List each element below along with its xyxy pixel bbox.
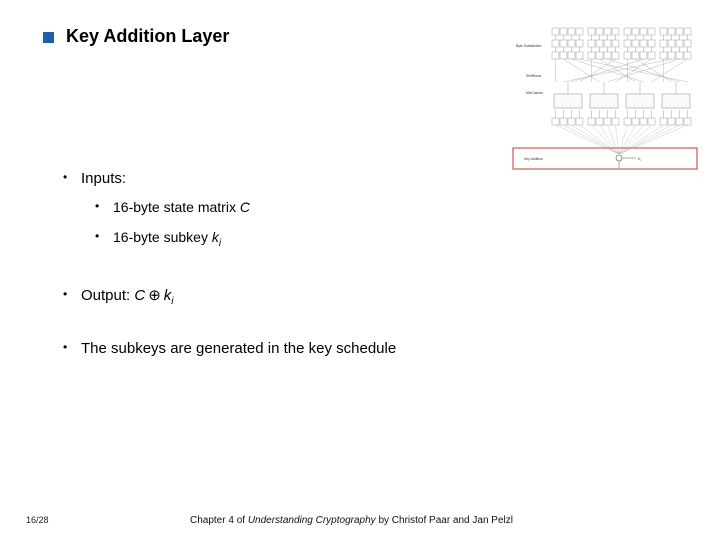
shiftrows-line: [580, 59, 616, 82]
output-byte-box: [660, 118, 667, 125]
input-byte-box: [612, 28, 619, 35]
output-byte-box: [684, 118, 691, 125]
output-byte-box: [676, 118, 683, 125]
bullet-dot-icon: •: [63, 287, 68, 301]
key-addition-line: [556, 125, 620, 154]
output-byte-box: [560, 118, 567, 125]
output-byte-box: [640, 118, 647, 125]
output-byte-box: [596, 118, 603, 125]
key-addition-line: [619, 125, 664, 154]
sbox-output-box: [632, 52, 639, 59]
input-byte-box: [560, 28, 567, 35]
input-byte-box: [684, 28, 691, 35]
sbox: [640, 40, 647, 47]
key-addition-line: [619, 125, 652, 154]
sbox: [660, 40, 667, 47]
input-byte-box: [576, 28, 583, 35]
output-byte-box: [632, 118, 639, 125]
sbox: [560, 40, 567, 47]
sbox: [612, 40, 619, 47]
key-addition-line: [592, 125, 620, 154]
key-addition-line: [619, 125, 680, 154]
bullet-key-schedule: • The subkeys are generated in the key schedule: [63, 340, 397, 357]
output-byte-box: [576, 118, 583, 125]
input-byte-box: [632, 28, 639, 35]
sbox: [632, 40, 639, 47]
key-addition-line: [572, 125, 620, 154]
bullet-dot-icon: •: [63, 170, 68, 184]
sbox-output-box: [640, 52, 647, 59]
mixcolumn-box: [626, 94, 654, 108]
mixcolumn-box: [590, 94, 618, 108]
key-addition-line: [580, 125, 620, 154]
input-byte-box: [568, 28, 575, 35]
sbox-output-box: [660, 52, 667, 59]
shiftrows-line: [652, 59, 688, 82]
footer-citation: Chapter 4 of Understanding Cryptography by Christof Paar and Jan Pelzl: [190, 515, 513, 526]
sbox-output-box: [648, 52, 655, 59]
xor-symbol-icon: [616, 155, 622, 161]
sbox-output-box: [552, 52, 559, 59]
sbox: [668, 40, 675, 47]
output-byte-box: [624, 118, 631, 125]
slide-title: Key Addition Layer: [66, 26, 230, 46]
layer-label-mixcolumn: MixColumn: [526, 91, 543, 95]
output-byte-box: [568, 118, 575, 125]
page-number: 16/28: [26, 515, 49, 525]
sbox: [576, 40, 583, 47]
sbox: [588, 40, 595, 47]
shiftrows-line: [636, 59, 672, 82]
key-addition-line: [564, 125, 620, 154]
sbox: [568, 40, 575, 47]
sbox-output-box: [568, 52, 575, 59]
key-addition-line: [619, 125, 688, 154]
aes-round-diagram: [512, 20, 698, 170]
output-byte-box: [604, 118, 611, 125]
sbox-output-box: [624, 52, 631, 59]
bullet-dot-icon: •: [63, 340, 68, 354]
bullet-inputs: • Inputs:: [63, 170, 127, 187]
input-byte-box: [624, 28, 631, 35]
output-byte-box: [588, 118, 595, 125]
sbox: [648, 40, 655, 47]
bullet-state-matrix: • 16-byte state matrix C: [95, 199, 250, 215]
sbox: [604, 40, 611, 47]
sbox: [552, 40, 559, 47]
key-label: $k_i$: [638, 156, 641, 162]
layer-label-byte-substitution: Byte Substitution: [516, 44, 542, 48]
mixcolumn-box: [662, 94, 690, 108]
output-byte-box: [668, 118, 675, 125]
bullet-output: • Output: C ⊕ $k_i$: [63, 287, 174, 307]
output-byte-box: [552, 118, 559, 125]
input-byte-box: [604, 28, 611, 35]
output-byte-box: [612, 118, 619, 125]
sbox-output-box: [612, 52, 619, 59]
shiftrows-line: [564, 59, 600, 82]
sbox: [596, 40, 603, 47]
input-byte-box: [640, 28, 647, 35]
sbox: [684, 40, 691, 47]
key-addition-line: [619, 125, 644, 154]
layer-label-shiftrows: ShiftRows: [526, 74, 542, 78]
sbox: [676, 40, 683, 47]
input-byte-box: [552, 28, 559, 35]
shiftrows-line: [616, 59, 652, 82]
input-byte-box: [588, 28, 595, 35]
sbox-output-box: [588, 52, 595, 59]
key-addition-line: [619, 125, 672, 154]
input-byte-box: [596, 28, 603, 35]
key-addition-line: [619, 125, 636, 154]
title-bullet-icon: [43, 32, 54, 43]
sbox-output-box: [560, 52, 567, 59]
shiftrows-line: [564, 59, 672, 82]
sbox: [624, 40, 631, 47]
input-byte-box: [676, 28, 683, 35]
input-byte-box: [648, 28, 655, 35]
sbox-output-box: [676, 52, 683, 59]
sbox-output-box: [576, 52, 583, 59]
sbox-output-box: [596, 52, 603, 59]
bullet-dot-icon: •: [95, 199, 100, 213]
input-byte-box: [660, 28, 667, 35]
mixcolumn-box: [554, 94, 582, 108]
layer-label-key-addition: Key Addition: [524, 157, 543, 161]
key-addition-line: [619, 125, 628, 154]
output-byte-box: [648, 118, 655, 125]
sbox-output-box: [684, 52, 691, 59]
input-byte-box: [668, 28, 675, 35]
sbox-output-box: [668, 52, 675, 59]
bullet-subkey: • 16-byte subkey $k_i$: [95, 229, 222, 249]
bullet-dot-icon: •: [95, 229, 100, 243]
sbox-output-box: [604, 52, 611, 59]
